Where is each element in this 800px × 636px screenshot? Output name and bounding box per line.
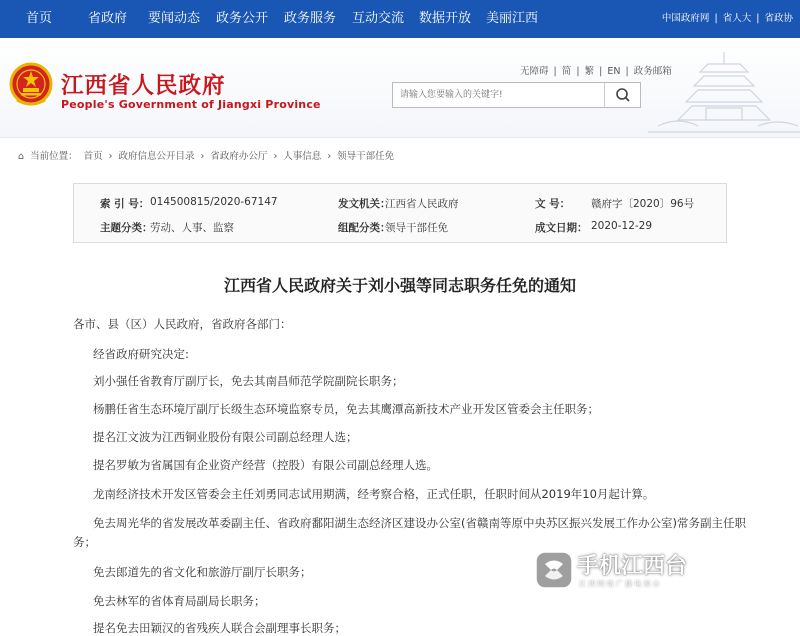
national-emblem-icon <box>9 62 53 108</box>
article-paragraph: 提名江文波为江西铜业股份有限公司副总经理人选； <box>93 430 358 444</box>
watermark-subtitle: 江西网络广播电视台 <box>579 580 662 588</box>
search-icon <box>605 83 641 107</box>
link-traditional[interactable]: 繁 <box>584 66 595 77</box>
nav-gov-affairs-public[interactable]: 政务公开 <box>216 11 269 26</box>
index-number-label: 索 引 号： <box>100 198 150 210</box>
separator: | <box>625 66 629 77</box>
site-logo-subtitle: People's Government of Jiangxi Province <box>61 98 321 111</box>
link-china-gov[interactable]: 中国政府网 <box>661 13 710 24</box>
site-header <box>0 38 800 138</box>
nav-home[interactable]: 首页 <box>26 11 53 26</box>
breadcrumb-prefix: 当前位置： <box>30 151 78 162</box>
topic-value: 劳动、人事、监察 <box>150 222 234 234</box>
document-metadata-box <box>73 183 727 243</box>
article-paragraph: 提名免去田颖汉的省残疾人联合会副理事长职务； <box>93 621 346 635</box>
issuer-label: 发文机关： <box>338 198 391 210</box>
breadcrumb-separator: › <box>200 151 205 162</box>
top-right-links <box>661 0 794 38</box>
link-provincial-cppcc[interactable]: 省政协 <box>764 13 793 24</box>
article-paragraph: 免去周光华的省发展改革委副主任、省政府鄱阳湖生态经济区建设办公室(省赣南等原中央苏区振兴发展工作办公室)常务副主任职 <box>93 516 746 530</box>
issuer-value: 江西省人民政府 <box>385 198 459 210</box>
nav-provincial-government[interactable]: 省政府 <box>88 11 128 26</box>
top-nav-bar <box>0 0 800 38</box>
link-accessibility[interactable]: 无障碍 <box>520 66 549 77</box>
nav-gov-services[interactable]: 政务服务 <box>284 11 337 26</box>
jiangxi-tv-logo-icon <box>535 551 573 589</box>
watermark <box>535 546 735 596</box>
article-paragraph: 免去郎道先的省文化和旅游厅副厅长职务； <box>93 565 312 579</box>
article-paragraph: 免去林军的省体育局副局长职务； <box>93 594 266 608</box>
link-provincial-congress[interactable]: 省人大 <box>722 13 752 24</box>
nav-news[interactable]: 要闻动态 <box>148 11 201 26</box>
article-salutation: 各市、县（区）人民政府，省政府各部门： <box>73 317 292 331</box>
site-logo-title[interactable]: 江西省人民政府 <box>61 73 226 99</box>
breadcrumb-separator: › <box>273 151 278 162</box>
search-input[interactable] <box>393 83 601 107</box>
article-paragraph: 经省政府研究决定: <box>93 347 189 361</box>
nav-open-data[interactable]: 数据开放 <box>419 11 472 26</box>
nav-interaction[interactable]: 互动交流 <box>352 11 405 26</box>
search-button[interactable] <box>604 83 640 107</box>
document-number-value: 赣府字〔2020〕96号 <box>591 198 695 210</box>
topic-label: 主题分类： <box>100 222 153 234</box>
article-paragraph: 龙南经济技术开发区管委会主任刘勇同志试用期满，经考察合格，正式任职，任职时间从2019年10月起计算。 <box>93 487 655 501</box>
document-number-label: 文 号： <box>535 198 571 210</box>
home-icon: ⌂ <box>18 151 25 162</box>
separator: | <box>756 13 760 24</box>
breadcrumb-personnel-info[interactable]: 人事信息 <box>283 151 322 162</box>
breadcrumb <box>18 148 397 162</box>
article-title: 江西省人民政府关于刘小强等同志职务任免的通知 <box>223 276 576 295</box>
breadcrumb-info-catalog[interactable]: 政府信息公开目录 <box>118 151 195 162</box>
breadcrumb-home[interactable]: 首页 <box>83 151 103 162</box>
article-paragraph: 提名罗敏为省属国有企业资产经营（控股）有限公司副总经理人选。 <box>93 458 438 472</box>
separator: | <box>553 66 557 77</box>
article-paragraph: 杨鹏任省生态环境厅副厅长级生态环境监察专员，免去其鹰潭高新技术产业开发区管委会主任职务； <box>93 402 599 416</box>
date-label: 成文日期： <box>535 222 588 234</box>
watermark-title: 手机江西台 <box>577 554 688 579</box>
pavilion-illustration <box>648 46 800 138</box>
link-gov-mail[interactable]: 政务邮箱 <box>633 66 672 77</box>
separator: | <box>599 66 603 77</box>
breadcrumb-separator: › <box>108 151 113 162</box>
nav-beautiful-jiangxi[interactable]: 美丽江西 <box>486 11 539 26</box>
breadcrumb-separator: › <box>327 151 332 162</box>
separator: | <box>576 66 580 77</box>
index-number-value: 014500815/2020-67147 <box>150 196 278 208</box>
breadcrumb-leader-appointments[interactable]: 领导干部任免 <box>337 151 395 162</box>
link-english[interactable]: EN <box>607 66 621 77</box>
article-paragraph-continuation: 务； <box>73 535 96 549</box>
article-paragraph: 刘小强任省教育厅副厅长，免去其南昌师范学院副院长职务； <box>93 374 404 388</box>
category-label: 组配分类： <box>338 222 391 234</box>
category-value: 领导干部任免 <box>385 222 448 234</box>
link-simplified[interactable]: 简 <box>561 66 572 77</box>
breadcrumb-general-office[interactable]: 省政府办公厅 <box>210 151 268 162</box>
date-value: 2020-12-29 <box>591 220 653 232</box>
search-box <box>392 82 641 108</box>
separator: | <box>714 13 718 24</box>
